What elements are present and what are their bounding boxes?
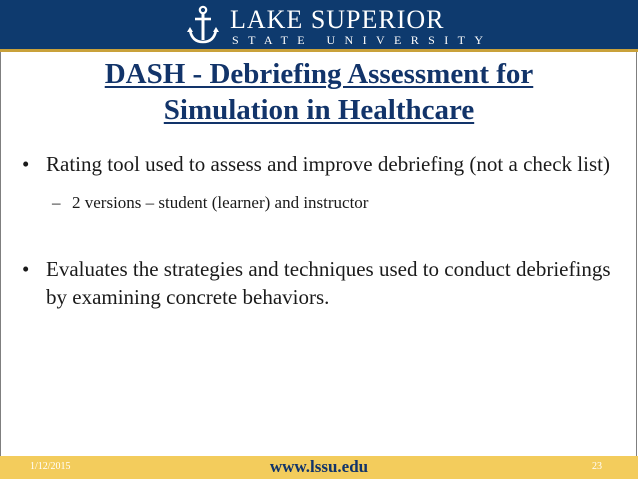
footer-bar: [0, 456, 638, 479]
slide-title-line2: Simulation in Healthcare: [163, 94, 475, 126]
bullet-marker: •: [22, 257, 30, 281]
bullet-item: [22, 255, 622, 311]
bullet-text: Evaluates the strategies and techniques used to conduct debriefings by examining concrete behaviors.: [46, 257, 611, 309]
sub-bullet-item: [22, 192, 622, 214]
bullet-marker: •: [22, 152, 30, 176]
sub-bullet-marker: –: [52, 193, 61, 212]
logo-name: LAKE SUPERIOR: [230, 5, 445, 34]
slide-title: [0, 56, 638, 128]
bullet-item: [22, 150, 622, 178]
footer-date: 1/12/2015: [30, 461, 71, 472]
footer-url-link[interactable]: www.lssu.edu: [269, 457, 369, 476]
header-bar: [0, 0, 638, 49]
sub-bullet-text: 2 versions – student (learner) and instructor: [72, 193, 369, 212]
slide-content: [22, 150, 622, 311]
slide-title-line1: DASH - Debriefing Assessment for: [104, 58, 534, 90]
logo-subtitle: STATE UNIVERSITY: [232, 33, 493, 47]
page-number: 23: [592, 461, 602, 472]
anchor-icon: [186, 4, 220, 46]
bullet-text: Rating tool used to assess and improve debriefing (not a check list): [46, 152, 610, 176]
